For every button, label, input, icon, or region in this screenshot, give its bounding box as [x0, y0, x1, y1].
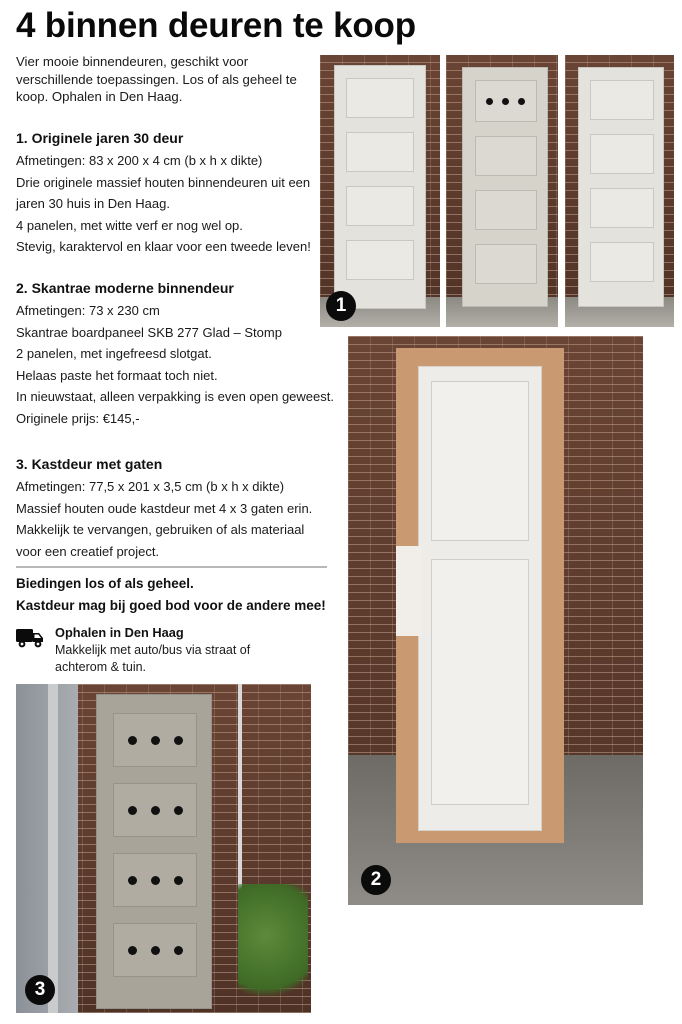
photo-original-door-b [446, 55, 558, 327]
section-line: Stevig, karaktervol en klaar voor een tweede leven! [16, 239, 311, 254]
divider [16, 566, 327, 568]
section-line: voor een creatief project. [16, 543, 160, 559]
section-original-door [16, 128, 334, 258]
photo-cabinet-door [16, 684, 311, 1013]
section-heading: 3. Kastdeur met gaten [16, 456, 163, 472]
page-title: 4 binnen deuren te koop [16, 6, 416, 45]
section-line: Drie originele massief houten binnendeuren uit een [16, 174, 311, 190]
section-line: jaren 30 huis in Den Haag. [16, 196, 170, 211]
offer-text [16, 573, 326, 616]
section-heading: 2. Skantrae moderne binnendeur [16, 280, 234, 296]
pickup-description: Makkelijk met auto/bus via straat of achterom & tuin. [55, 643, 251, 674]
section-line: 2 panelen, met ingefreesd slotgat. [16, 346, 212, 361]
section-skantrae-door [16, 278, 334, 429]
section-line: Makkelijk te vervangen, gebruiken of als materiaal [16, 522, 305, 537]
section-line: Afmetingen: 77,5 x 201 x 3,5 cm (b x h x dikte) [16, 479, 285, 494]
section-line: 4 panelen, met witte verf er nog wel op. [16, 217, 243, 233]
section-line: Afmetingen: 83 x 200 x 4 cm (b x h x dikte) [16, 153, 263, 168]
section-line: In nieuwstaat, alleen verpakking is even open geweest. [16, 389, 334, 404]
photo-skantrae-door [348, 336, 643, 905]
photo-original-door-c [565, 55, 674, 327]
photo-badge-2: 2 [361, 865, 391, 895]
section-cabinet-door [16, 454, 334, 562]
pickup-title: Ophalen in Den Haag [55, 625, 184, 640]
intro-text: Vier mooie binnendeuren, geschikt voor verschillende toepassingen. Los of als geheel te koop. Ophalen in Den Haag. [16, 54, 297, 104]
photo-badge-3: 3 [25, 975, 55, 1005]
photo-badge-1: 1 [326, 291, 356, 321]
offer-line-2: Kastdeur mag bij goed bod voor de andere mee! [16, 597, 326, 613]
section-line: Originele prijs: €145,- [16, 410, 140, 426]
section-line: Afmetingen: 73 x 230 cm [16, 303, 160, 318]
truck-icon [16, 627, 44, 649]
section-line: Massief houten oude kastdeur met 4 x 3 gaten erin. [16, 500, 313, 516]
section-line: Skantrae boardpaneel SKB 277 Glad – Stomp [16, 324, 282, 340]
offer-line-1: Biedingen los of als geheel. [16, 576, 194, 591]
section-heading: 1. Originele jaren 30 deur [16, 130, 184, 146]
section-line: Helaas paste het formaat toch niet. [16, 367, 218, 383]
photo-original-door-a [320, 55, 440, 327]
